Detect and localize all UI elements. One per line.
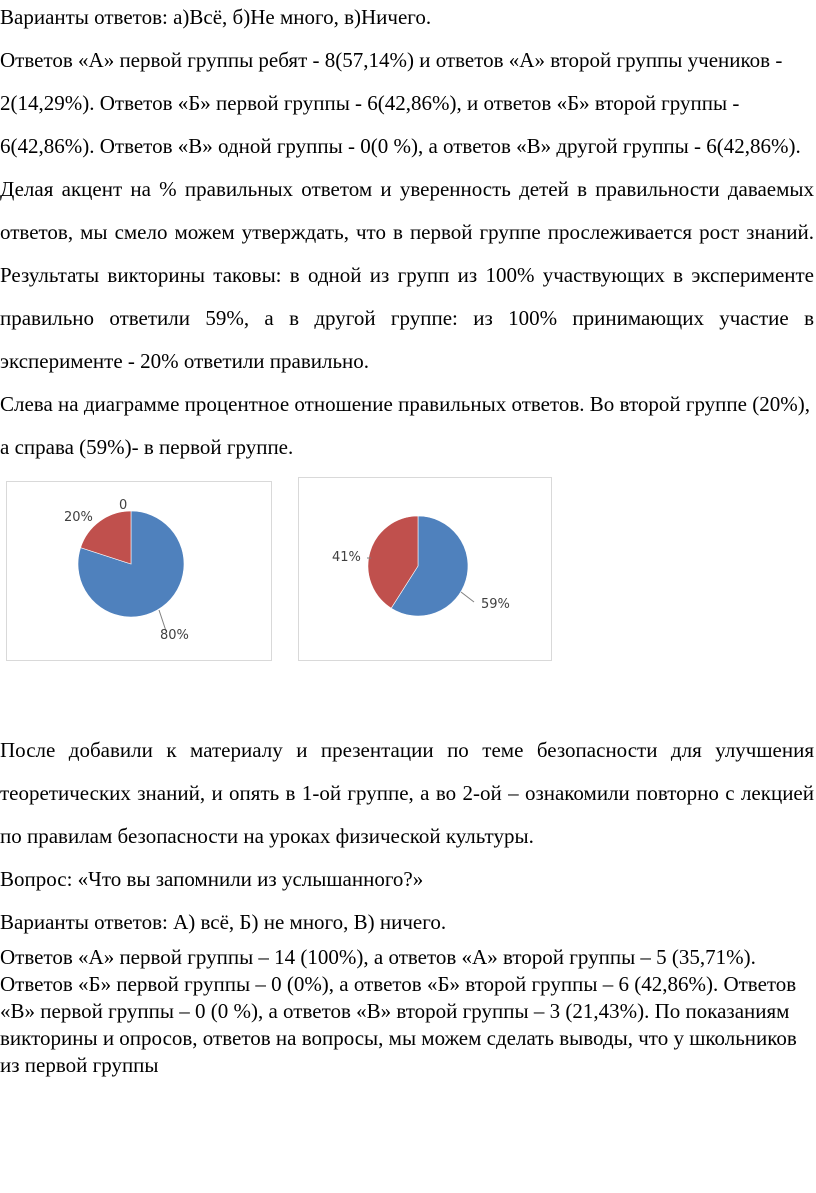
charts-area [0, 469, 816, 729]
data-label-0-0: 80% [160, 628, 189, 643]
leader-line-1-0 [461, 592, 474, 602]
answer-options-line: Варианты ответов: а)Всё, б)Не много, в)Ничего. [0, 5, 432, 29]
pie-chart-left [6, 481, 272, 661]
data-label-0-2: 0 [119, 498, 128, 513]
results-paragraph-1: Ответов «А» первой группы ребят - 8(57,14%) и ответов «А» второй группы учеников - 2(14,29%). Ответов «Б» первой группы - 6(42,86%), и ответов «Б» второй группы - 6(42,86%). Ответов «В» одной группы - 0(0 %), а ответов «В» другой группы - 6(42,86%). [0, 48, 801, 158]
followup-paragraph: После добавили к материалу и презентации по теме безопасности для улучшения теоретических знаний, и опять в 1-ой группе, а во 2-ой – ознакомили повторно с лекцией по правилам безопасности на уроках физической культуры. [0, 738, 814, 848]
data-label-1-0: 59% [481, 597, 510, 612]
results-paragraph-2: Ответов «А» первой группы – 14 (100%), а ответов «А» второй группы – 5 (35,71%). Ответов «Б» первой группы – 0 (0%), а ответов «Б» второй группы – 6 (42,86%). Ответов «В» первой группы – 0 (0 %), а ответов «В» второй группы – 3 (21,43%). По показаниям викторины и опросов, ответов на вопросы, мы можем сделать выводы, что у школьников из первой группы [0, 945, 797, 1077]
pie-chart-left-svg [7, 482, 271, 660]
analysis-paragraph: Делая акцент на % правильных ответом и уверенность детей в правильности даваемых ответов, мы смело можем утверждать, что в первой группе прослеживается рост знаний. Результаты викторины таковы: в одной из групп из 100% участвующих в эксперименте правильно ответили 59%, а в другой группе: из 100% принимающих участие в эксперименте - 20% ответили правильно. [0, 177, 814, 373]
answer-options-line-2: Варианты ответов: А) всё, Б) не много, В) ничего. [0, 910, 447, 934]
pie-chart-right [298, 477, 552, 661]
data-label-0-1: 20% [64, 510, 93, 525]
question-line: Вопрос: «Что вы запомнили из услышанного?» [0, 867, 424, 891]
chart-caption-paragraph: Слева на диаграмме процентное отношение правильных ответов. Во второй группе (20%), а справа (59%)- в первой группе. [0, 392, 810, 459]
pie-chart-right-svg [299, 478, 551, 660]
data-label-1-1: 41% [332, 550, 361, 565]
